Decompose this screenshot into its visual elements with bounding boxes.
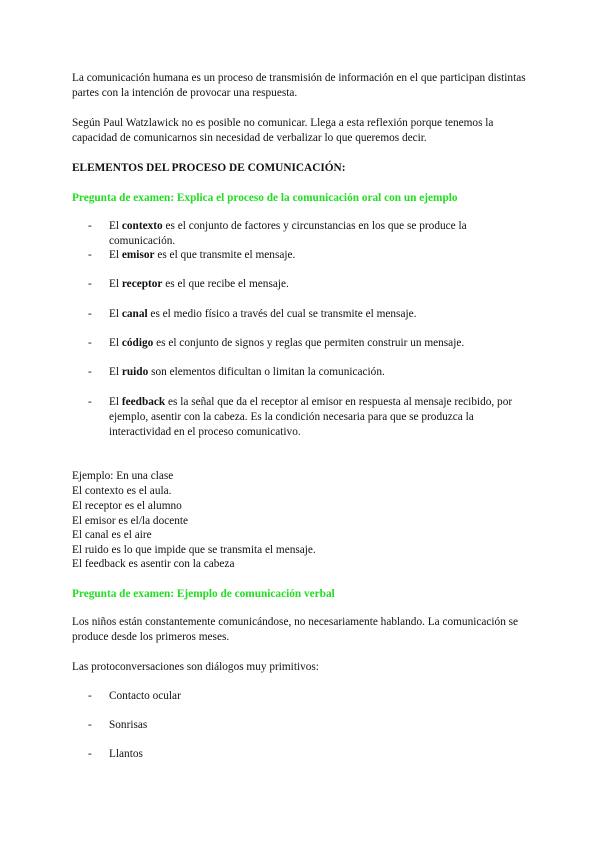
- example-line: El receptor es el alumno: [72, 500, 182, 512]
- intro-paragraph-1: La comunicación humana es un proceso de transmisión de información en el que participan distintas partes con la intención de provocar una respuesta.: [72, 72, 526, 99]
- term: receptor: [121, 278, 163, 290]
- example-line: El canal es el aire: [72, 529, 152, 541]
- list-item-text: El emisor es el que transmite el mensaje.: [109, 249, 296, 261]
- term: emisor: [121, 249, 155, 261]
- list-dash: -: [88, 366, 92, 378]
- list-item-text: Llantos: [109, 748, 143, 760]
- term: código: [121, 337, 154, 349]
- example-line: El emisor es el/la docente: [72, 515, 189, 527]
- list-dash: -: [88, 278, 92, 290]
- list-dash: -: [88, 748, 92, 760]
- list-item-text: El feedback es la señal que da el receptor al emisor en respuesta al mensaje recibido, por ejemplo, asentir con la cabeza. Es la condición necesaria para que se produzca la interactividad en el proceso comunicativo.: [109, 396, 513, 438]
- exam-question-1: Pregunta de examen: Explica el proceso de la comunicación oral con un ejemplo: [72, 192, 458, 204]
- term: contexto: [121, 220, 163, 232]
- list-item-text: El canal es el medio físico a través del cual se transmite el mensaje.: [109, 308, 417, 320]
- proto-intro: Las protoconversaciones son diálogos muy primitivos:: [72, 661, 319, 673]
- intro-paragraph-2: Según Paul Watzlawick no es posible no comunicar. Llega a esta reflexión porque tenemos la capacidad de comunicarnos sin necesidad de verbalizar lo que queremos decir.: [72, 117, 494, 144]
- list-dash: -: [88, 308, 92, 320]
- list-item-text: Sonrisas: [109, 719, 148, 731]
- term: canal: [121, 308, 148, 320]
- term: feedback: [121, 396, 166, 408]
- example-line: El feedback es asentir con la cabeza: [72, 558, 235, 570]
- exam-question-2: Pregunta de examen: Ejemplo de comunicación verbal: [72, 588, 335, 600]
- list-item-text: Contacto ocular: [109, 690, 181, 702]
- list-item-text: El receptor es el que recibe el mensaje.: [109, 278, 289, 290]
- verbal-paragraph: Los niños están constantemente comunicándose, no necesariamente hablando. La comunicación se produce desde los primeros meses.: [72, 616, 519, 643]
- example-line: El ruido es lo que impide que se transmita el mensaje.: [72, 544, 316, 556]
- list-dash: -: [88, 249, 92, 261]
- list-item-text: El ruido son elementos dificultan o limitan la comunicación.: [109, 366, 385, 378]
- section-title: ELEMENTOS DEL PROCESO DE COMUNICACIÓN:: [72, 162, 346, 174]
- list-dash: -: [88, 337, 92, 349]
- example-line: Ejemplo: En una clase: [72, 470, 174, 482]
- list-dash: -: [88, 719, 92, 731]
- list-item-text: El contexto es el conjunto de factores y circunstancias en los que se produce la comunicación.: [109, 220, 467, 247]
- list-item-text: El código es el conjunto de signos y reglas que permiten construir un mensaje.: [109, 337, 465, 349]
- example-line: El contexto es el aula.: [72, 485, 172, 497]
- list-dash: -: [88, 220, 92, 232]
- list-dash: -: [88, 690, 92, 702]
- term: ruido: [121, 366, 149, 378]
- list-dash: -: [88, 396, 92, 408]
